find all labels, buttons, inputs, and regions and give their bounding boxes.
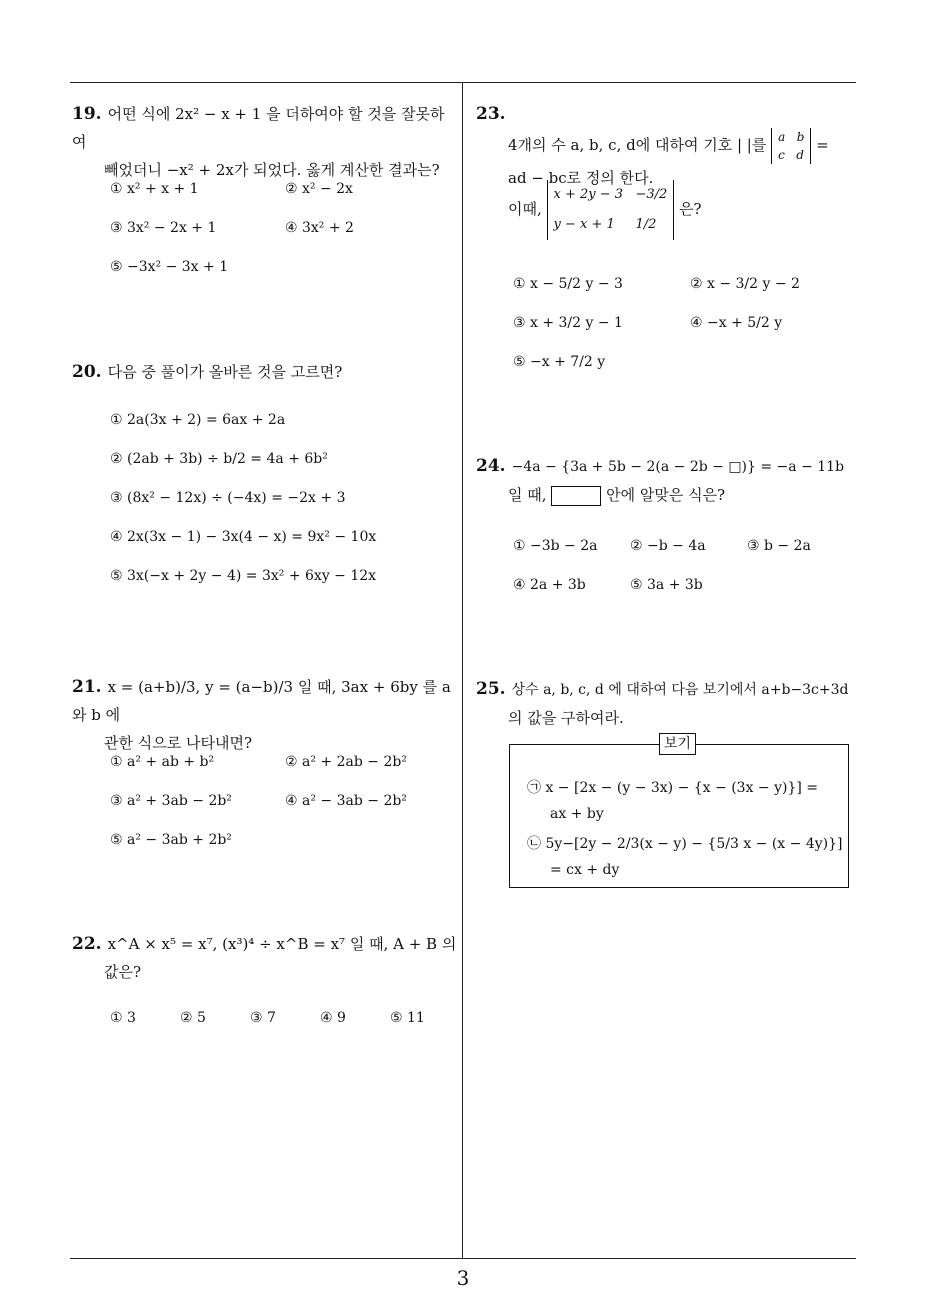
question-text-line2: 관한 식으로 나타내면? — [104, 734, 252, 752]
option-4[interactable]: ④ a² − 3ab − 2b² — [285, 793, 407, 809]
option-2[interactable]: ② −b − 4a — [630, 538, 706, 554]
question-text-line2: 의 값을 구하여라. — [508, 709, 624, 727]
bogi-item-1-line2: ax + by — [550, 806, 604, 822]
question-24 — [476, 452, 856, 509]
option-2[interactable]: ② x² − 2x — [285, 181, 353, 197]
question-text-line1: x = (a+b)/3, y = (a−b)/3 일 때, 3ax + 6by 를 a 와 b 에 — [72, 678, 451, 724]
option-5[interactable]: ⑤ −x + 7/2 y — [513, 354, 606, 370]
question-25 — [476, 675, 862, 732]
bottom-rule — [70, 1258, 856, 1259]
option-3[interactable]: ③ x + 3/2 y − 1 — [513, 315, 623, 331]
bogi-item-2-line2: = cx + dy — [550, 862, 620, 878]
question-23-matrix-line — [508, 180, 848, 240]
question-number: 23. — [476, 104, 506, 124]
question-text-line3: 이때, — [508, 200, 542, 218]
question-20 — [72, 358, 458, 386]
option-2[interactable]: ② a² + 2ab − 2b² — [285, 754, 407, 770]
question-number: 20. — [72, 362, 102, 382]
question-number: 24. — [476, 456, 506, 476]
option-3[interactable]: ③ 3x² − 2x + 1 — [110, 220, 217, 236]
question-text-line3-end: 은? — [679, 200, 702, 218]
determinant-matrix: x + 2y − 3 −3/2 y − x + 1 1/2 — [547, 180, 675, 240]
option-2[interactable]: ② x − 3/2 y − 2 — [690, 276, 800, 292]
bogi-item-2-line1: ㉡ 5y−[2y − 2/3(x − y) − {5/3 x − (x − 4y)}] — [527, 836, 843, 852]
question-text-line2a: 일 때, — [508, 486, 547, 504]
option-1[interactable]: ① a² + ab + b² — [110, 754, 215, 770]
question-21 — [72, 673, 458, 757]
option-5[interactable]: ⑤ 3x(−x + 2y − 4) = 3x² + 6xy − 12x — [110, 568, 377, 584]
question-text-line2: ad − bc로 정의 한다. — [508, 169, 654, 187]
answer-blank — [551, 486, 601, 506]
option-5[interactable]: ⑤ 11 — [390, 1010, 425, 1026]
question-23: 23. 4개의 수 a, b, c, d에 대하여 기호 | |를 a b c d = ad − bc로 정의 한다. — [476, 104, 829, 187]
option-4[interactable]: ④ 2x(3x − 1) − 3x(4 − x) = 9x² − 10x — [110, 529, 377, 545]
question-text-line1: −4a − {3a + 5b − 2(a − 2b − □)} = −a − 11b — [511, 459, 845, 475]
option-1[interactable]: ① x − 5/2 y − 3 — [513, 276, 623, 292]
option-1[interactable]: ① x² + x + 1 — [110, 181, 199, 197]
column-divider — [462, 82, 463, 1259]
question-19 — [72, 100, 458, 184]
option-4[interactable]: ④ 9 — [320, 1010, 346, 1026]
option-5[interactable]: ⑤ a² − 3ab + 2b² — [110, 832, 232, 848]
option-1[interactable]: ① 2a(3x + 2) = 6ax + 2a — [110, 412, 286, 428]
page-number: 3 — [456, 1266, 470, 1290]
question-22 — [72, 930, 458, 986]
question-number: 19. — [72, 104, 102, 124]
question-number: 22. — [72, 934, 102, 954]
option-1[interactable]: ① −3b − 2a — [513, 538, 598, 554]
option-4[interactable]: ④ 3x² + 2 — [285, 220, 354, 236]
question-text-line2: 빼었더니 −x² + 2x가 되었다. 옳게 계산한 결과는? — [104, 161, 440, 179]
bogi-title: 보기 — [659, 733, 696, 755]
option-4[interactable]: ④ 2a + 3b — [513, 577, 586, 593]
option-1[interactable]: ① 3 — [110, 1010, 136, 1026]
question-text-line1: x^A × x⁵ = x⁷, (x³)⁴ ÷ x^B = x⁷ 일 때, A + B 의 — [107, 935, 457, 953]
option-2[interactable]: ② 5 — [180, 1010, 206, 1026]
option-3[interactable]: ③ 7 — [250, 1010, 276, 1026]
option-5[interactable]: ⑤ −3x² − 3x + 1 — [110, 259, 229, 275]
question-text-line1: 4개의 수 a, b, c, d에 대하여 기호 | |를 — [508, 136, 767, 154]
question-text-line2b: 안에 알맞은 식은? — [606, 486, 726, 504]
top-rule — [70, 82, 856, 83]
question-text-line2: 값은? — [104, 963, 142, 981]
question-text-line1: 다음 중 풀이가 올바른 것을 고르면? — [107, 363, 343, 381]
option-5[interactable]: ⑤ 3a + 3b — [630, 577, 703, 593]
question-text-line1: 어떤 식에 2x² − x + 1 을 더하여야 할 것을 잘못하여 — [72, 105, 445, 151]
question-text-line1: 상수 a, b, c, d 에 대하여 다음 보기에서 a+b−3c+3d — [511, 682, 849, 698]
determinant-symbol: a b c d — [771, 128, 811, 164]
option-3[interactable]: ③ a² + 3ab − 2b² — [110, 793, 232, 809]
bogi-item-1-line1: ㉠ x − [2x − (y − 3x) − {x − (3x − y)}] = — [527, 780, 819, 796]
option-2[interactable]: ② (2ab + 3b) ÷ b/2 = 4a + 6b² — [110, 451, 328, 467]
question-number: 25. — [476, 679, 506, 699]
option-3[interactable]: ③ b − 2a — [747, 538, 811, 554]
option-3[interactable]: ③ (8x² − 12x) ÷ (−4x) = −2x + 3 — [110, 490, 346, 506]
question-number: 21. — [72, 677, 102, 697]
option-4[interactable]: ④ −x + 5/2 y — [690, 315, 783, 331]
